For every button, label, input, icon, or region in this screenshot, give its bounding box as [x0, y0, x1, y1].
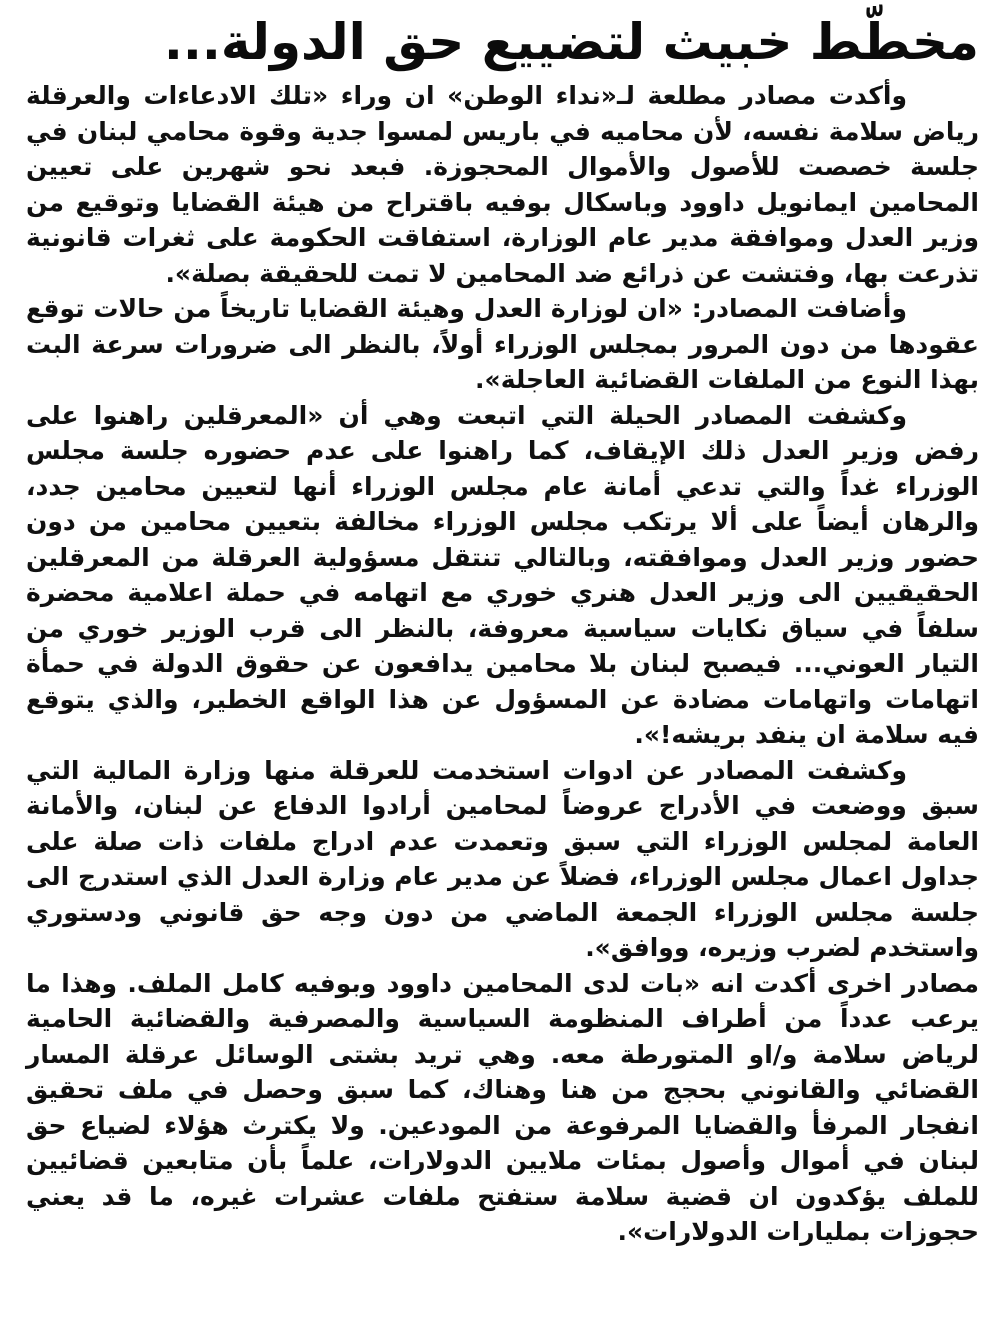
- article-paragraph: مصادر اخرى أكدت انه «بات لدى المحامين داوود وبوفيه كامل الملف. وهذا ما يرعب عدداً من أطراف المنظومة السياسية والمصرفية والقضائية الحامية لرياض سلامة و/او المتورطة معه. وهي تريد بشتى الوسائل عرقلة المسار القضائي والقانوني بحجج من هنا وهناك، كما سبق وحصل في ملف تحقيق انفجار المرفأ والقضايا المرفوعة من المودعين. ولا يكترث هؤلاء لضياع حق لبنان في أموال وأصول بمئات ملايين الدولارات، علماً بأن متابعين قضائيين للملف يؤكدون ان قضية سلامة ستفتح ملفات عشرات غيره، ما قد يعني حجوزات بمليارات الدولارات».: [26, 968, 979, 1246]
- article-paragraph: وكشفت المصادر الحيلة التي اتبعت وهي أن «المعرقلين راهنوا على رفض وزير العدل ذلك الإيقاف، كما راهنوا على عدم حضوره جلسة مجلس الوزراء غداً والتي تدعي أمانة عام مجلس الوزراء أنها لتعيين محامين جدد، والرهان أيضاً على ألا يرتكب مجلس الوزراء مخالفة بتعيين محامين من دون حضور وزير العدل وموافقته، وبالتالي تنتقل مسؤولية العرقلة من المعرقلين الحقيقيين الى وزير العدل هنري خوري مع اتهامه في حملة اعلامية محضرة سلفاً في سياق نكايات سياسية معروفة، بالنظر الى قرب الوزير خوري من التيار العوني... فيصبح لبنان بلا محامين يدافعون عن حقوق الدولة في حمأة اتهامات واتهامات مضادة عن المسؤول عن هذا الواقع الخطير، والذي يتوقع فيه سلامة ان ينفد بريشه!».: [26, 400, 979, 749]
- article-headline: مخطّط خبيث لتضييع حق الدولة...: [163, 13, 979, 71]
- article-body: [26, 78, 979, 1250]
- article-paragraph: وأكدت مصادر مطلعة لـ«نداء الوطن» ان وراء «تلك الادعاءات والعرقلة رياض سلامة نفسه، لأن محاميه في باريس لمسوا جدية وقوة محامي لبنان في جلسة خصصت للأصول والأموال المحجوزة. فبعد نحو شهرين على تعيين المحامين ايمانويل داوود وباسكال بوفيه باقتراح من هيئة القضايا وتوقيع من وزير العدل وموافقة مدير عام الوزارة، استفاقت الحكومة على ثغرات قانونية تذرعت بها، وفتشت عن ذرائع ضد المحامين لا تمت للحقيقة بصلة».: [26, 81, 979, 288]
- article-paragraph: وأضافت المصادر: «ان لوزارة العدل وهيئة القضايا تاريخاً من حالات توقع عقودها من دون المرور بمجلس الوزراء أولاً، بالنظر الى ضرورات سرعة البت بهذا النوع من الملفات القضائية العاجلة».: [26, 294, 979, 394]
- article-paragraph: وكشفت المصادر عن ادوات استخدمت للعرقلة منها وزارة المالية التي سبق ووضعت في الأدراج عروضاً لمحامين أرادوا الدفاع عن لبنان، والأمانة العامة لمجلس الوزراء التي سبق وتعمدت عدم ادراج ملفات ذات صلة على جداول اعمال مجلس الوزراء، فضلاً عن مدير عام وزارة العدل الذي استدرج الى جلسة مجلس الوزراء الجمعة الماضي من دون وجه حق قانوني ودستوري واستخدم لضرب وزيره، ووافق».: [26, 755, 979, 962]
